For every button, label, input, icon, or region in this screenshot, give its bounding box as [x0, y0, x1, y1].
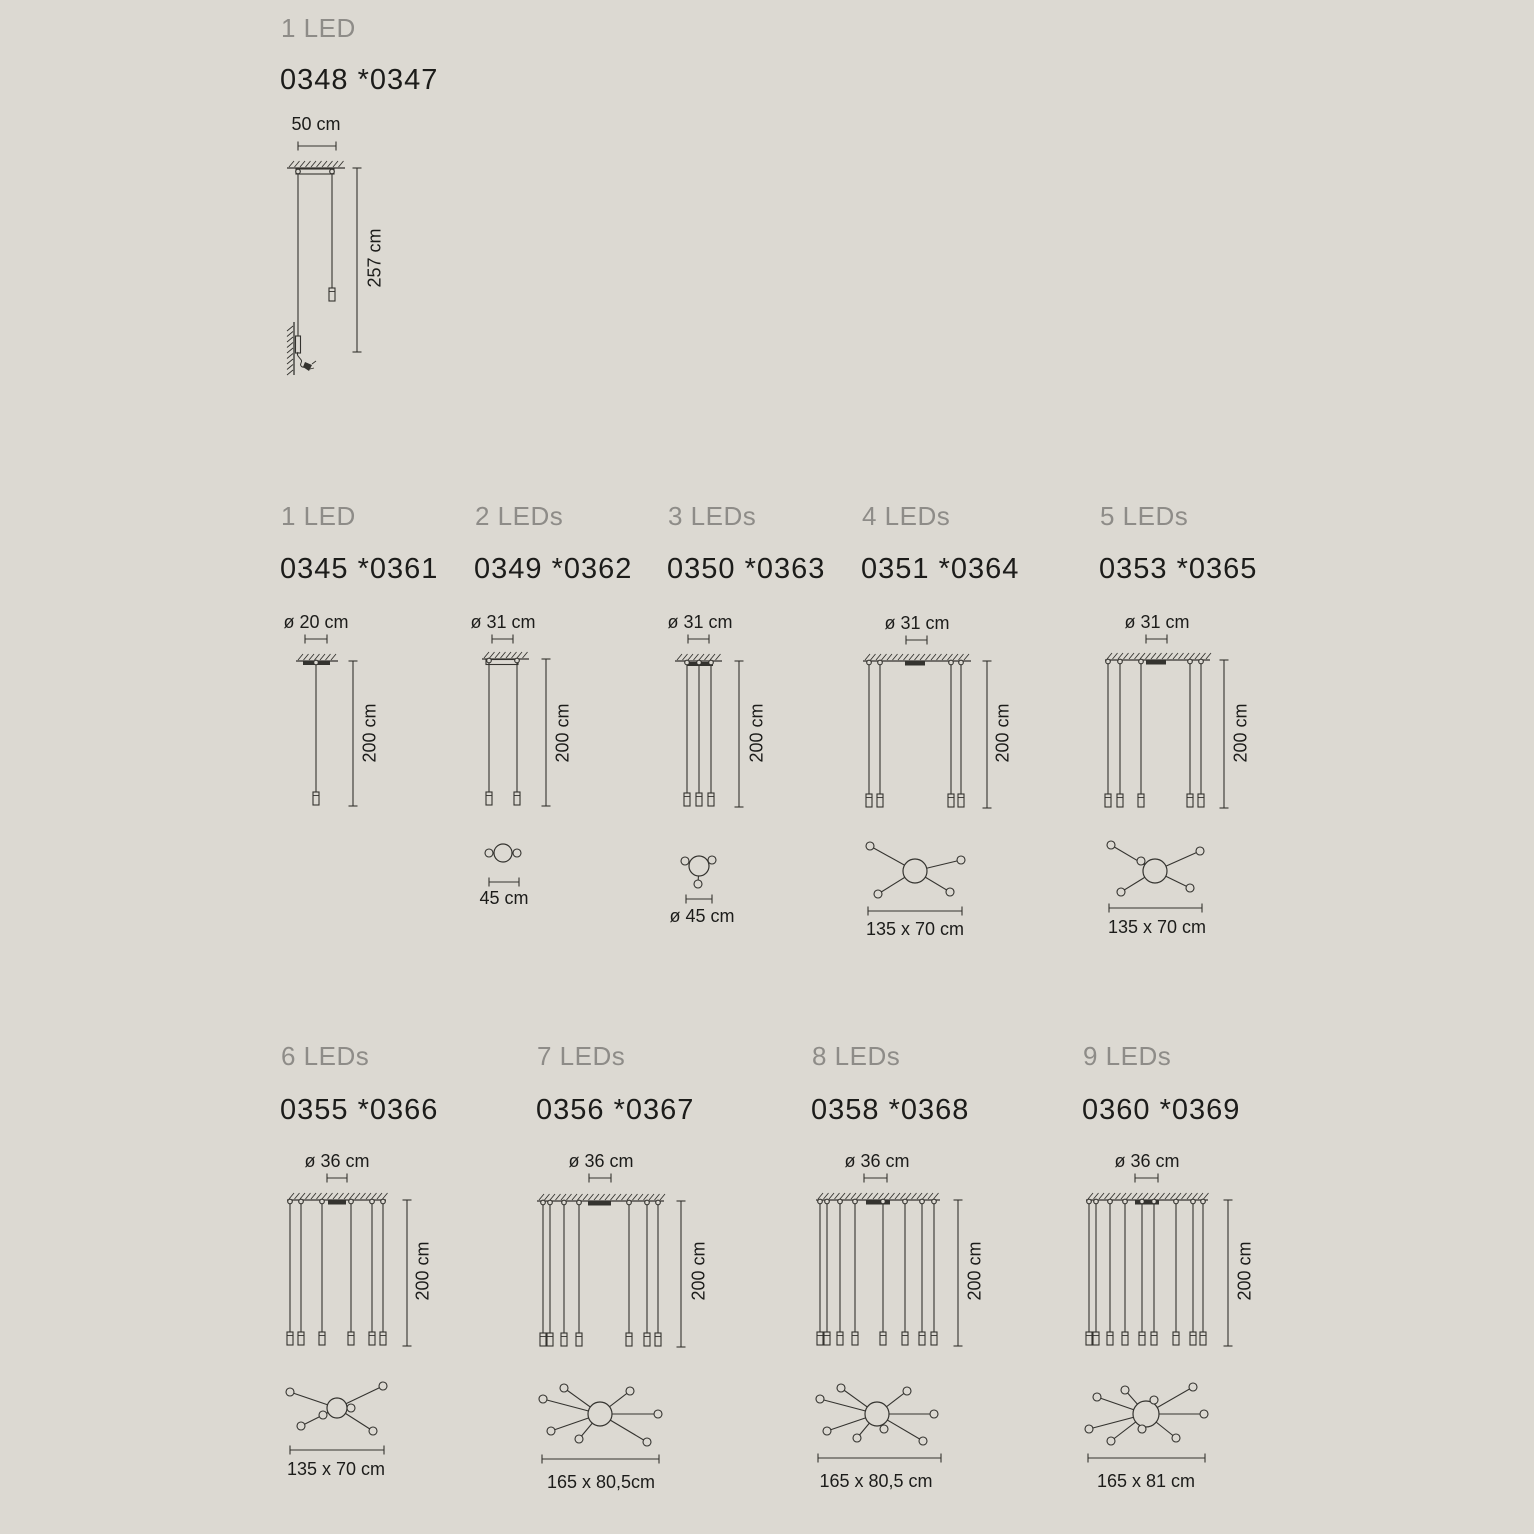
- top-dimension-label: ø 31 cm: [884, 613, 950, 633]
- product-code: 0360 *0369: [1082, 1094, 1241, 1126]
- height-dimension-label: 200 cm: [746, 703, 767, 763]
- spread-dimension-label: 165 x 80,5 cm: [819, 1471, 933, 1491]
- height-dimension-label: 200 cm: [1234, 1241, 1255, 1301]
- height-dimension-label: 200 cm: [688, 1241, 709, 1301]
- top-dimension-label: ø 36 cm: [568, 1151, 634, 1171]
- hero-height-dimension-label: 257 cm: [364, 228, 385, 288]
- product-code: 0350 *0363: [667, 553, 826, 585]
- led-count-label: 8 LEDs: [812, 1041, 901, 1071]
- height-dimension-label: 200 cm: [1230, 703, 1251, 763]
- led-count-label: 2 LEDs: [475, 501, 564, 531]
- product-code: 0355 *0366: [280, 1094, 439, 1126]
- led-count-label: 9 LEDs: [1083, 1041, 1172, 1071]
- height-dimension-label: 200 cm: [992, 703, 1013, 763]
- led-count-label: 7 LEDs: [537, 1041, 626, 1071]
- product-code: 0353 *0365: [1099, 553, 1258, 585]
- led-count-label: 1 LED: [281, 501, 356, 531]
- hero-width-dimension-label: 50 cm: [291, 114, 341, 134]
- top-view-2leds-diagram: [485, 844, 521, 887]
- height-dimension-label: 200 cm: [359, 703, 380, 763]
- front-view-1led-diagram: [296, 635, 358, 807]
- spread-dimension-label: 135 x 70 cm: [286, 1459, 386, 1479]
- spread-dimension-label: 165 x 80,5cm: [546, 1472, 656, 1492]
- height-dimension-label: 200 cm: [964, 1241, 985, 1301]
- front-view-2leds-diagram: [482, 635, 551, 807]
- top-dimension-label: ø 31 cm: [1124, 612, 1190, 632]
- top-dimension-label: ø 36 cm: [1114, 1151, 1180, 1171]
- spread-dimension-label: 45 cm: [479, 888, 529, 908]
- led-count-label: 4 LEDs: [862, 501, 951, 531]
- spread-dimension-label: 135 x 70 cm: [865, 919, 965, 939]
- top-view-6leds-diagram: [286, 1382, 387, 1455]
- top-view-9leds-diagram: [1085, 1383, 1208, 1463]
- spread-dimension-label: 135 x 70 cm: [1107, 917, 1207, 937]
- top-dimension-label: ø 36 cm: [304, 1151, 370, 1171]
- product-code: 0358 *0368: [811, 1094, 970, 1126]
- top-dimension-label: ø 20 cm: [283, 612, 349, 632]
- top-view-8leds-diagram: [816, 1384, 941, 1463]
- hero-front-view-diagram: [287, 142, 362, 376]
- front-view-4leds-diagram: [863, 636, 992, 809]
- front-view-3leds-diagram: [675, 635, 744, 808]
- top-dimension-label: ø 31 cm: [470, 612, 536, 632]
- front-view-8leds-diagram: [816, 1174, 963, 1347]
- top-view-4leds-diagram: [866, 842, 965, 916]
- led-count-label: 6 LEDs: [281, 1041, 370, 1071]
- product-code: 0345 *0361: [280, 553, 439, 585]
- front-view-9leds-diagram: [1086, 1174, 1233, 1347]
- top-dimension-label: ø 36 cm: [844, 1151, 910, 1171]
- product-code: 0356 *0367: [536, 1094, 695, 1126]
- hero-led-count-label: 1 LED: [281, 13, 356, 43]
- spread-dimension-label: 165 x 81 cm: [1096, 1471, 1196, 1491]
- top-view-3leds-diagram: [681, 856, 716, 904]
- height-dimension-label: 200 cm: [552, 703, 573, 763]
- spread-dimension-label: ø 45 cm: [669, 906, 735, 926]
- product-code: 0349 *0362: [474, 553, 633, 585]
- top-view-5leds-diagram: [1107, 841, 1204, 913]
- top-view-7leds-diagram: [539, 1384, 662, 1464]
- front-view-5leds-diagram: [1105, 635, 1229, 809]
- front-view-6leds-diagram: [287, 1174, 412, 1347]
- hero-product-code: 0348 *0347: [280, 64, 439, 96]
- top-dimension-label: ø 31 cm: [667, 612, 733, 632]
- led-count-label: 3 LEDs: [668, 501, 757, 531]
- front-view-7leds-diagram: [537, 1174, 686, 1348]
- led-count-label: 5 LEDs: [1100, 501, 1189, 531]
- height-dimension-label: 200 cm: [412, 1241, 433, 1301]
- product-code: 0351 *0364: [861, 553, 1020, 585]
